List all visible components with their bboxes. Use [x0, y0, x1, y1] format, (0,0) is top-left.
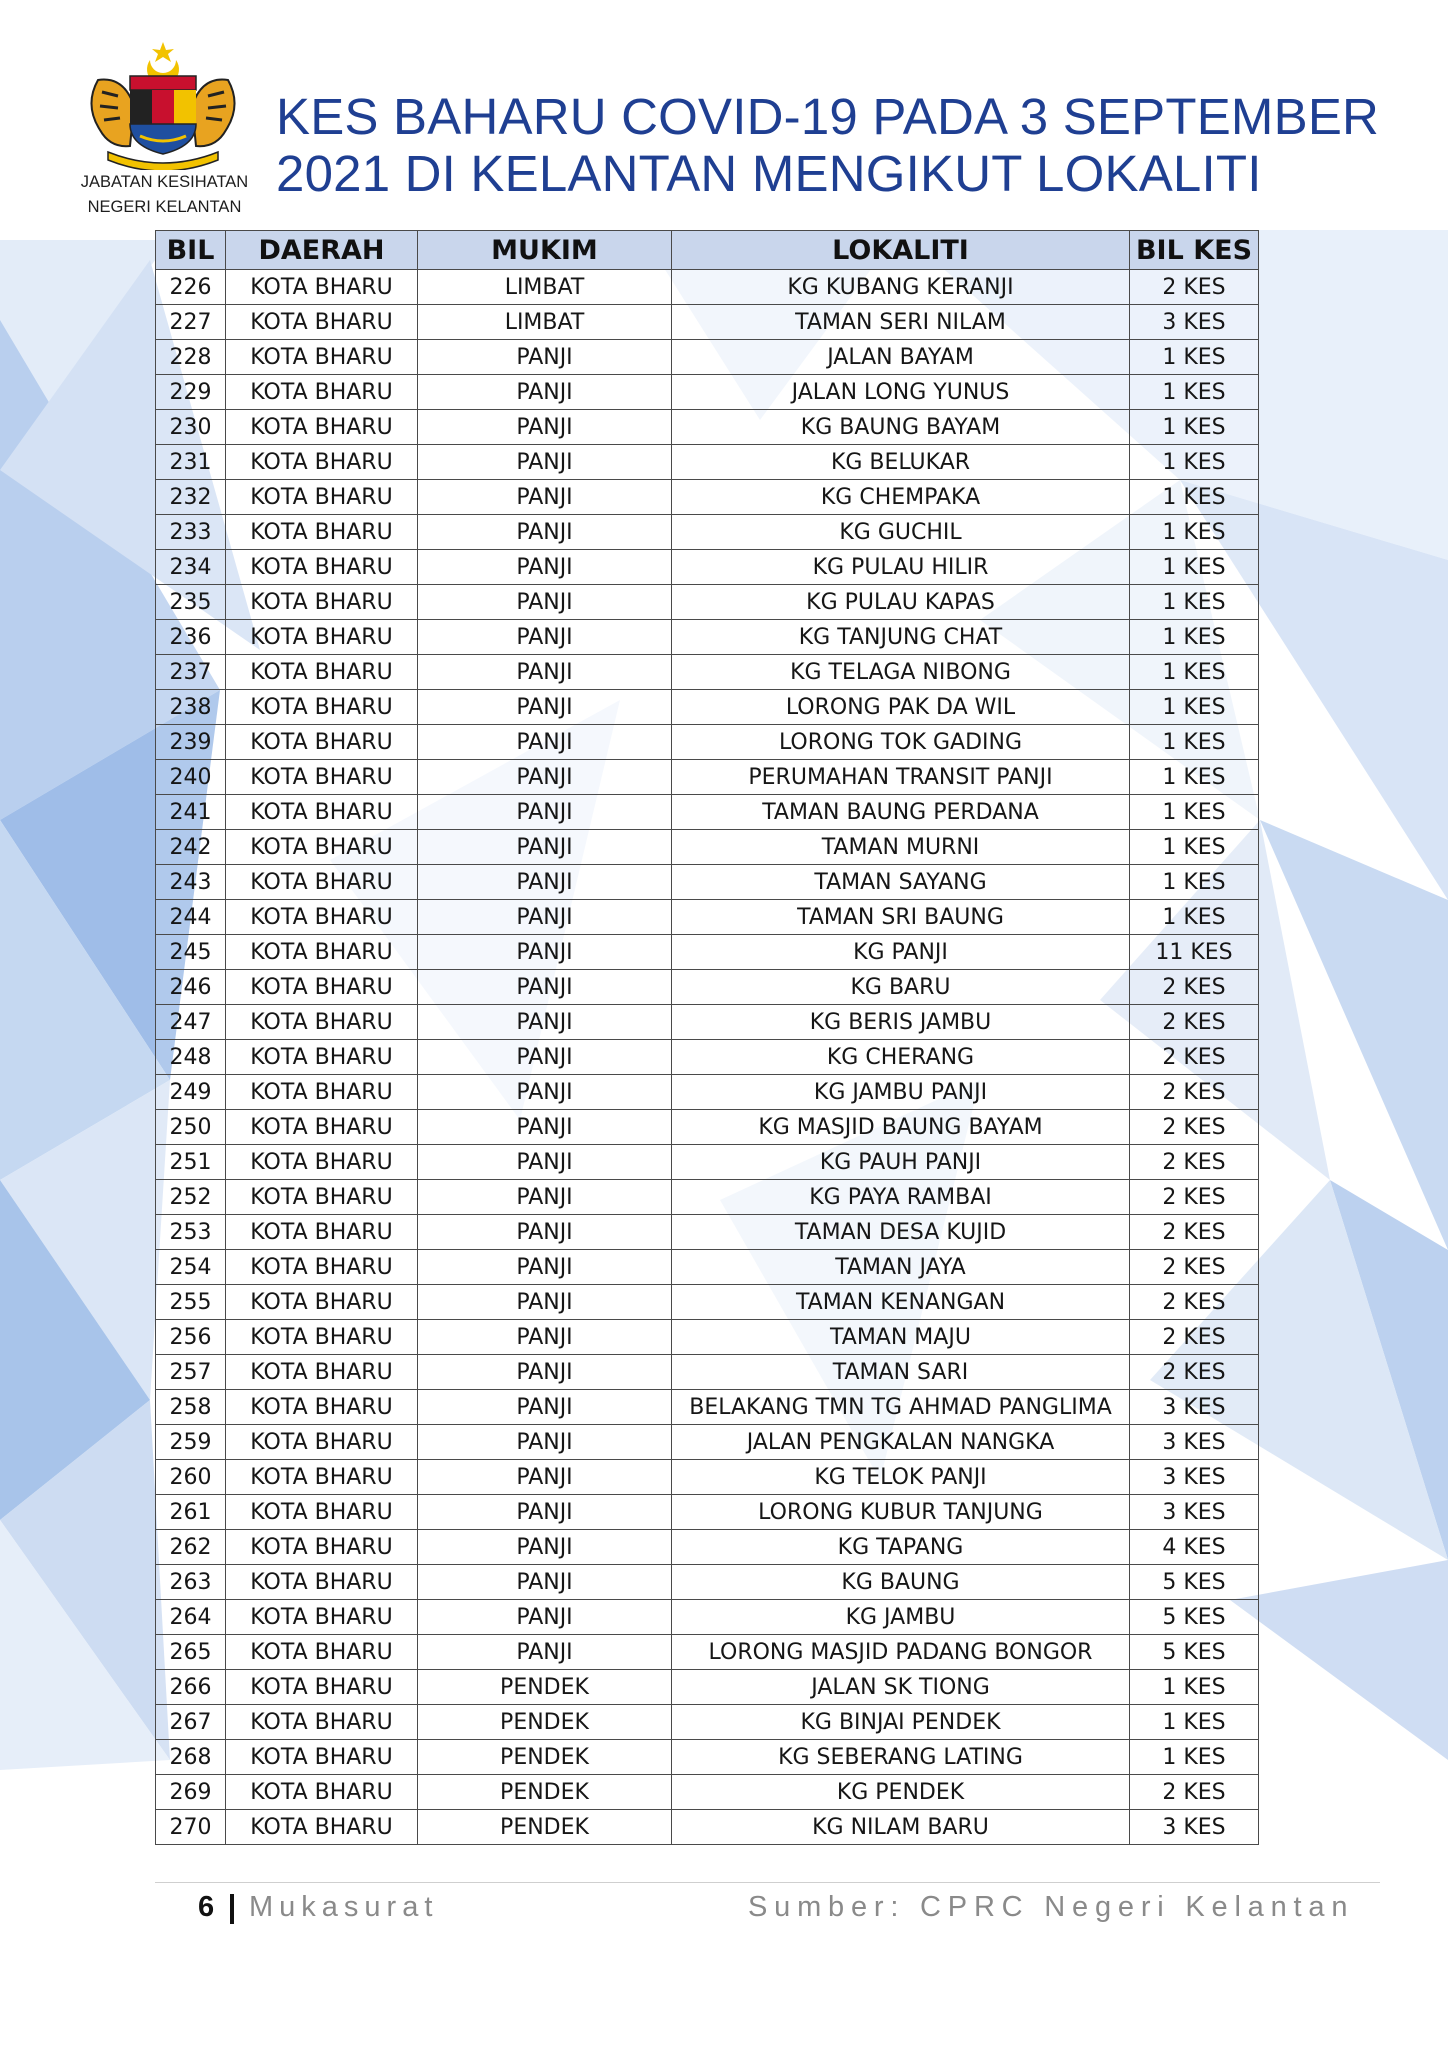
cell-daerah: KOTA BHARU — [226, 445, 418, 480]
cell-mukim: PANJI — [418, 1600, 672, 1635]
cell-bil-kes: 2 KES — [1130, 270, 1259, 305]
cell-daerah: KOTA BHARU — [226, 1740, 418, 1775]
cell-bil: 237 — [156, 655, 226, 690]
table-row — [156, 1110, 1259, 1145]
cell-daerah: KOTA BHARU — [226, 865, 418, 900]
cell-mukim: PANJI — [418, 1530, 672, 1565]
cell-daerah: KOTA BHARU — [226, 1355, 418, 1390]
cell-lokaliti: LORONG MASJID PADANG BONGOR — [672, 1635, 1130, 1670]
cell-daerah: KOTA BHARU — [226, 585, 418, 620]
cell-daerah: KOTA BHARU — [226, 305, 418, 340]
table-row — [156, 515, 1259, 550]
table-row — [156, 830, 1259, 865]
cell-mukim: PANJI — [418, 900, 672, 935]
cell-bil-kes: 1 KES — [1130, 375, 1259, 410]
table-row — [156, 760, 1259, 795]
table-body — [156, 270, 1259, 1845]
cell-mukim: PANJI — [418, 690, 672, 725]
cell-bil-kes: 1 KES — [1130, 515, 1259, 550]
cell-lokaliti: TAMAN BAUNG PERDANA — [672, 795, 1130, 830]
table-row — [156, 1145, 1259, 1180]
document-title-line-1: KES BAHARU COVID-19 PADA 3 SEPTEMBER — [276, 88, 1380, 145]
table-row — [156, 305, 1259, 340]
cell-lokaliti: KG TAPANG — [672, 1530, 1130, 1565]
cell-daerah: KOTA BHARU — [226, 970, 418, 1005]
cell-mukim: PENDEK — [418, 1810, 672, 1845]
cell-mukim: PANJI — [418, 375, 672, 410]
cell-bil: 270 — [156, 1810, 226, 1845]
cell-bil: 246 — [156, 970, 226, 1005]
cell-daerah: KOTA BHARU — [226, 1670, 418, 1705]
table-row — [156, 1565, 1259, 1600]
cell-mukim: PANJI — [418, 935, 672, 970]
cell-daerah: KOTA BHARU — [226, 690, 418, 725]
cell-lokaliti: TAMAN KENANGAN — [672, 1285, 1130, 1320]
table-row — [156, 865, 1259, 900]
cell-lokaliti: KG CHEMPAKA — [672, 480, 1130, 515]
table-row — [156, 900, 1259, 935]
table-row — [156, 1285, 1259, 1320]
cell-mukim: PANJI — [418, 1250, 672, 1285]
document-title — [276, 88, 1396, 202]
cell-lokaliti: KG PAYA RAMBAI — [672, 1180, 1130, 1215]
table-row — [156, 270, 1259, 305]
column-header-lokaliti: LOKALITI — [672, 231, 1130, 270]
cell-mukim: PANJI — [418, 1285, 672, 1320]
cell-mukim: PANJI — [418, 1145, 672, 1180]
cell-daerah: KOTA BHARU — [226, 1110, 418, 1145]
cell-mukim: PENDEK — [418, 1775, 672, 1810]
cell-mukim: PANJI — [418, 620, 672, 655]
cell-mukim: PANJI — [418, 480, 672, 515]
cell-lokaliti: KG JAMBU PANJI — [672, 1075, 1130, 1110]
cell-bil: 238 — [156, 690, 226, 725]
table-row — [156, 935, 1259, 970]
cell-daerah: KOTA BHARU — [226, 1040, 418, 1075]
cell-lokaliti: KG MASJID BAUNG BAYAM — [672, 1110, 1130, 1145]
cell-bil-kes: 2 KES — [1130, 1005, 1259, 1040]
cell-bil: 267 — [156, 1705, 226, 1740]
cell-bil: 235 — [156, 585, 226, 620]
cell-bil: 250 — [156, 1110, 226, 1145]
cell-bil-kes: 1 KES — [1130, 725, 1259, 760]
cell-bil: 243 — [156, 865, 226, 900]
cell-mukim: PANJI — [418, 1390, 672, 1425]
cell-bil-kes: 1 KES — [1130, 655, 1259, 690]
cases-table — [155, 230, 1259, 1845]
cell-mukim: PANJI — [418, 1215, 672, 1250]
cell-daerah: KOTA BHARU — [226, 935, 418, 970]
cell-lokaliti: KG JAMBU — [672, 1600, 1130, 1635]
cell-lokaliti: KG BINJAI PENDEK — [672, 1705, 1130, 1740]
table-row — [156, 1040, 1259, 1075]
document-title-line-2: 2021 DI KELANTAN MENGIKUT LOKALITI — [276, 145, 1262, 202]
cell-bil-kes: 5 KES — [1130, 1600, 1259, 1635]
cell-bil: 248 — [156, 1040, 226, 1075]
cell-daerah: KOTA BHARU — [226, 620, 418, 655]
cell-bil-kes: 5 KES — [1130, 1565, 1259, 1600]
cell-bil: 231 — [156, 445, 226, 480]
page-label: Mukasurat — [249, 1891, 439, 1923]
cell-mukim: PANJI — [418, 1495, 672, 1530]
cell-lokaliti: KG PANJI — [672, 935, 1130, 970]
agency-name — [52, 170, 277, 220]
cell-mukim: PANJI — [418, 795, 672, 830]
cell-mukim: PENDEK — [418, 1670, 672, 1705]
cell-daerah: KOTA BHARU — [226, 1005, 418, 1040]
cell-mukim: PANJI — [418, 1355, 672, 1390]
cell-bil: 230 — [156, 410, 226, 445]
table-row — [156, 620, 1259, 655]
cell-bil: 245 — [156, 935, 226, 970]
cell-lokaliti: LORONG TOK GADING — [672, 725, 1130, 760]
cell-lokaliti: TAMAN SAYANG — [672, 865, 1130, 900]
cell-daerah: KOTA BHARU — [226, 1390, 418, 1425]
cell-bil: 258 — [156, 1390, 226, 1425]
cell-mukim: PANJI — [418, 1180, 672, 1215]
cell-bil-kes: 3 KES — [1130, 1390, 1259, 1425]
cell-lokaliti: LORONG KUBUR TANJUNG — [672, 1495, 1130, 1530]
table-row — [156, 1670, 1259, 1705]
table-row — [156, 795, 1259, 830]
cell-mukim: PANJI — [418, 1040, 672, 1075]
cell-bil: 241 — [156, 795, 226, 830]
table-row — [156, 1460, 1259, 1495]
cell-lokaliti: KG BARU — [672, 970, 1130, 1005]
cell-bil: 255 — [156, 1285, 226, 1320]
cell-lokaliti: JALAN BAYAM — [672, 340, 1130, 375]
cell-bil-kes: 2 KES — [1130, 1285, 1259, 1320]
cell-bil-kes: 2 KES — [1130, 1040, 1259, 1075]
cell-lokaliti: BELAKANG TMN TG AHMAD PANGLIMA — [672, 1390, 1130, 1425]
cell-bil: 227 — [156, 305, 226, 340]
cell-daerah: KOTA BHARU — [226, 1425, 418, 1460]
cell-lokaliti: KG CHERANG — [672, 1040, 1130, 1075]
cell-bil: 268 — [156, 1740, 226, 1775]
agency-name-line-2: NEGERI KELANTAN — [87, 198, 242, 216]
table-row — [156, 1740, 1259, 1775]
cell-bil: 261 — [156, 1495, 226, 1530]
cell-bil: 259 — [156, 1425, 226, 1460]
cell-lokaliti: KG NILAM BARU — [672, 1810, 1130, 1845]
cell-bil: 249 — [156, 1075, 226, 1110]
table-row — [156, 970, 1259, 1005]
cell-lokaliti: KG PULAU HILIR — [672, 550, 1130, 585]
table-row — [156, 1250, 1259, 1285]
table-row — [156, 410, 1259, 445]
cell-lokaliti: KG BAUNG BAYAM — [672, 410, 1130, 445]
cell-bil: 254 — [156, 1250, 226, 1285]
cell-bil: 239 — [156, 725, 226, 760]
cell-bil-kes: 1 KES — [1130, 830, 1259, 865]
cell-bil-kes: 1 KES — [1130, 480, 1259, 515]
cell-daerah: KOTA BHARU — [226, 270, 418, 305]
cell-bil-kes: 2 KES — [1130, 1110, 1259, 1145]
cell-daerah: KOTA BHARU — [226, 1215, 418, 1250]
cell-lokaliti: KG PENDEK — [672, 1775, 1130, 1810]
cell-lokaliti: TAMAN JAYA — [672, 1250, 1130, 1285]
cell-daerah: KOTA BHARU — [226, 1635, 418, 1670]
cell-daerah: KOTA BHARU — [226, 1460, 418, 1495]
column-header-bil-kes: BIL KES — [1130, 231, 1259, 270]
table-row — [156, 1320, 1259, 1355]
cell-daerah: KOTA BHARU — [226, 515, 418, 550]
cell-daerah: KOTA BHARU — [226, 1250, 418, 1285]
cell-bil-kes: 1 KES — [1130, 620, 1259, 655]
cell-lokaliti: KG BERIS JAMBU — [672, 1005, 1130, 1040]
cell-bil: 226 — [156, 270, 226, 305]
cell-lokaliti: KG GUCHIL — [672, 515, 1130, 550]
cell-mukim: PANJI — [418, 865, 672, 900]
cell-bil-kes: 2 KES — [1130, 1775, 1259, 1810]
column-header-bil: BIL — [156, 231, 226, 270]
cell-bil: 240 — [156, 760, 226, 795]
cell-bil-kes: 5 KES — [1130, 1635, 1259, 1670]
cell-daerah: KOTA BHARU — [226, 830, 418, 865]
cell-bil-kes: 1 KES — [1130, 865, 1259, 900]
table-row — [156, 480, 1259, 515]
cell-bil: 252 — [156, 1180, 226, 1215]
table-row — [156, 1495, 1259, 1530]
cell-daerah: KOTA BHARU — [226, 1320, 418, 1355]
cell-mukim: PANJI — [418, 585, 672, 620]
table-row — [156, 340, 1259, 375]
table-row — [156, 1075, 1259, 1110]
cell-lokaliti: KG TANJUNG CHAT — [672, 620, 1130, 655]
cell-mukim: PANJI — [418, 655, 672, 690]
cell-mukim: LIMBAT — [418, 270, 672, 305]
table-header-row — [156, 231, 1259, 270]
cell-bil: 228 — [156, 340, 226, 375]
cell-bil-kes: 3 KES — [1130, 1425, 1259, 1460]
cell-mukim: PANJI — [418, 1425, 672, 1460]
cell-daerah: KOTA BHARU — [226, 550, 418, 585]
cell-bil: 265 — [156, 1635, 226, 1670]
cell-mukim: PANJI — [418, 970, 672, 1005]
cell-daerah: KOTA BHARU — [226, 375, 418, 410]
table-row — [156, 1215, 1259, 1250]
cell-bil-kes: 1 KES — [1130, 795, 1259, 830]
cell-mukim: PENDEK — [418, 1740, 672, 1775]
cell-bil-kes: 1 KES — [1130, 1705, 1259, 1740]
cell-bil: 247 — [156, 1005, 226, 1040]
cell-lokaliti: JALAN LONG YUNUS — [672, 375, 1130, 410]
cell-bil-kes: 3 KES — [1130, 305, 1259, 340]
cell-daerah: KOTA BHARU — [226, 760, 418, 795]
cell-bil-kes: 2 KES — [1130, 1355, 1259, 1390]
footer-divider — [155, 1882, 1380, 1883]
cell-lokaliti: KG PAUH PANJI — [672, 1145, 1130, 1180]
cell-daerah: KOTA BHARU — [226, 1075, 418, 1110]
cell-mukim: PANJI — [418, 830, 672, 865]
cell-bil: 260 — [156, 1460, 226, 1495]
column-header-mukim: MUKIM — [418, 231, 672, 270]
cell-daerah: KOTA BHARU — [226, 1180, 418, 1215]
table-row — [156, 1180, 1259, 1215]
cell-mukim: PANJI — [418, 550, 672, 585]
cell-bil-kes: 3 KES — [1130, 1495, 1259, 1530]
cell-lokaliti: TAMAN SRI BAUNG — [672, 900, 1130, 935]
cell-bil-kes: 1 KES — [1130, 410, 1259, 445]
page-number-separator — [230, 1894, 234, 1924]
cell-bil-kes: 2 KES — [1130, 1180, 1259, 1215]
table-row — [156, 1600, 1259, 1635]
table-row — [156, 585, 1259, 620]
cell-bil-kes: 2 KES — [1130, 1320, 1259, 1355]
table-row — [156, 1425, 1259, 1460]
cell-mukim: PANJI — [418, 1005, 672, 1040]
cell-lokaliti: KG SEBERANG LATING — [672, 1740, 1130, 1775]
cell-daerah: KOTA BHARU — [226, 480, 418, 515]
cell-mukim: PANJI — [418, 1075, 672, 1110]
cell-daerah: KOTA BHARU — [226, 1285, 418, 1320]
cell-bil: 269 — [156, 1775, 226, 1810]
cell-mukim: PANJI — [418, 725, 672, 760]
cell-bil: 234 — [156, 550, 226, 585]
cell-lokaliti: TAMAN SERI NILAM — [672, 305, 1130, 340]
cell-lokaliti: TAMAN DESA KUJID — [672, 1215, 1130, 1250]
table-row — [156, 550, 1259, 585]
cell-mukim: PANJI — [418, 1320, 672, 1355]
cell-daerah: KOTA BHARU — [226, 410, 418, 445]
cell-bil: 257 — [156, 1355, 226, 1390]
agency-name-line-1: JABATAN KESIHATAN — [80, 173, 249, 191]
table-row — [156, 1635, 1259, 1670]
cell-bil: 253 — [156, 1215, 226, 1250]
cell-bil: 262 — [156, 1530, 226, 1565]
cell-lokaliti: TAMAN MURNI — [672, 830, 1130, 865]
cell-daerah: KOTA BHARU — [226, 340, 418, 375]
cell-bil: 266 — [156, 1670, 226, 1705]
cell-mukim: PANJI — [418, 1565, 672, 1600]
cell-daerah: KOTA BHARU — [226, 655, 418, 690]
table-row — [156, 1810, 1259, 1845]
document-header — [0, 0, 1448, 230]
cell-bil-kes: 1 KES — [1130, 585, 1259, 620]
cell-mukim: PANJI — [418, 410, 672, 445]
cell-bil: 264 — [156, 1600, 226, 1635]
cell-daerah: KOTA BHARU — [226, 1530, 418, 1565]
cell-bil-kes: 1 KES — [1130, 1740, 1259, 1775]
cell-bil-kes: 3 KES — [1130, 1810, 1259, 1845]
cell-bil-kes: 1 KES — [1130, 1670, 1259, 1705]
cell-bil-kes: 2 KES — [1130, 1075, 1259, 1110]
cell-lokaliti: KG TELAGA NIBONG — [672, 655, 1130, 690]
cell-lokaliti: LORONG PAK DA WIL — [672, 690, 1130, 725]
cell-lokaliti: JALAN PENGKALAN NANGKA — [672, 1425, 1130, 1460]
cell-daerah: KOTA BHARU — [226, 795, 418, 830]
table-row — [156, 655, 1259, 690]
cell-lokaliti: KG TELOK PANJI — [672, 1460, 1130, 1495]
cell-daerah: KOTA BHARU — [226, 1600, 418, 1635]
cell-daerah: KOTA BHARU — [226, 1810, 418, 1845]
cell-bil-kes: 2 KES — [1130, 1215, 1259, 1250]
cell-bil: 236 — [156, 620, 226, 655]
cell-daerah: KOTA BHARU — [226, 725, 418, 760]
coat-of-arms-logo — [78, 40, 248, 170]
cell-mukim: PANJI — [418, 760, 672, 795]
table-row — [156, 1005, 1259, 1040]
cell-lokaliti: TAMAN SARI — [672, 1355, 1130, 1390]
cell-mukim: LIMBAT — [418, 305, 672, 340]
cell-daerah: KOTA BHARU — [226, 1495, 418, 1530]
cell-bil: 256 — [156, 1320, 226, 1355]
cell-bil-kes: 2 KES — [1130, 1145, 1259, 1180]
cell-bil: 242 — [156, 830, 226, 865]
table-row — [156, 375, 1259, 410]
cell-mukim: PANJI — [418, 1635, 672, 1670]
table-row — [156, 1355, 1259, 1390]
cell-bil-kes: 1 KES — [1130, 340, 1259, 375]
cell-daerah: KOTA BHARU — [226, 1145, 418, 1180]
cell-bil-kes: 1 KES — [1130, 445, 1259, 480]
cell-bil: 263 — [156, 1565, 226, 1600]
column-header-daerah: DAERAH — [226, 231, 418, 270]
cell-lokaliti: KG PULAU KAPAS — [672, 585, 1130, 620]
cell-daerah: KOTA BHARU — [226, 1705, 418, 1740]
cell-daerah: KOTA BHARU — [226, 900, 418, 935]
cell-bil: 251 — [156, 1145, 226, 1180]
page-number: 6 — [198, 1891, 215, 1923]
cell-bil-kes: 1 KES — [1130, 900, 1259, 935]
table-row — [156, 1775, 1259, 1810]
cell-bil-kes: 2 KES — [1130, 1250, 1259, 1285]
table-row — [156, 725, 1259, 760]
cell-bil-kes: 4 KES — [1130, 1530, 1259, 1565]
cell-bil-kes: 1 KES — [1130, 690, 1259, 725]
cell-mukim: PANJI — [418, 515, 672, 550]
cell-lokaliti: JALAN SK TIONG — [672, 1670, 1130, 1705]
cell-lokaliti: KG BELUKAR — [672, 445, 1130, 480]
cell-bil-kes: 1 KES — [1130, 760, 1259, 795]
cell-mukim: PANJI — [418, 1460, 672, 1495]
cell-daerah: KOTA BHARU — [226, 1565, 418, 1600]
cell-mukim: PANJI — [418, 340, 672, 375]
cell-bil-kes: 1 KES — [1130, 550, 1259, 585]
cell-bil-kes: 11 KES — [1130, 935, 1259, 970]
cell-lokaliti: TAMAN MAJU — [672, 1320, 1130, 1355]
cell-bil-kes: 3 KES — [1130, 1460, 1259, 1495]
table-row — [156, 1530, 1259, 1565]
table-row — [156, 1390, 1259, 1425]
cell-mukim: PANJI — [418, 1110, 672, 1145]
table-row — [156, 445, 1259, 480]
cell-mukim: PANJI — [418, 445, 672, 480]
cell-bil: 232 — [156, 480, 226, 515]
cell-lokaliti: KG KUBANG KERANJI — [672, 270, 1130, 305]
cell-bil-kes: 2 KES — [1130, 970, 1259, 1005]
table-row — [156, 1705, 1259, 1740]
source-credit: Sumber: CPRC Negeri Kelantan — [748, 1891, 1355, 1923]
cell-bil: 229 — [156, 375, 226, 410]
cell-bil: 233 — [156, 515, 226, 550]
cell-daerah: KOTA BHARU — [226, 1775, 418, 1810]
table-row — [156, 690, 1259, 725]
cell-lokaliti: KG BAUNG — [672, 1565, 1130, 1600]
cell-lokaliti: PERUMAHAN TRANSIT PANJI — [672, 760, 1130, 795]
cell-bil: 244 — [156, 900, 226, 935]
cell-mukim: PENDEK — [418, 1705, 672, 1740]
